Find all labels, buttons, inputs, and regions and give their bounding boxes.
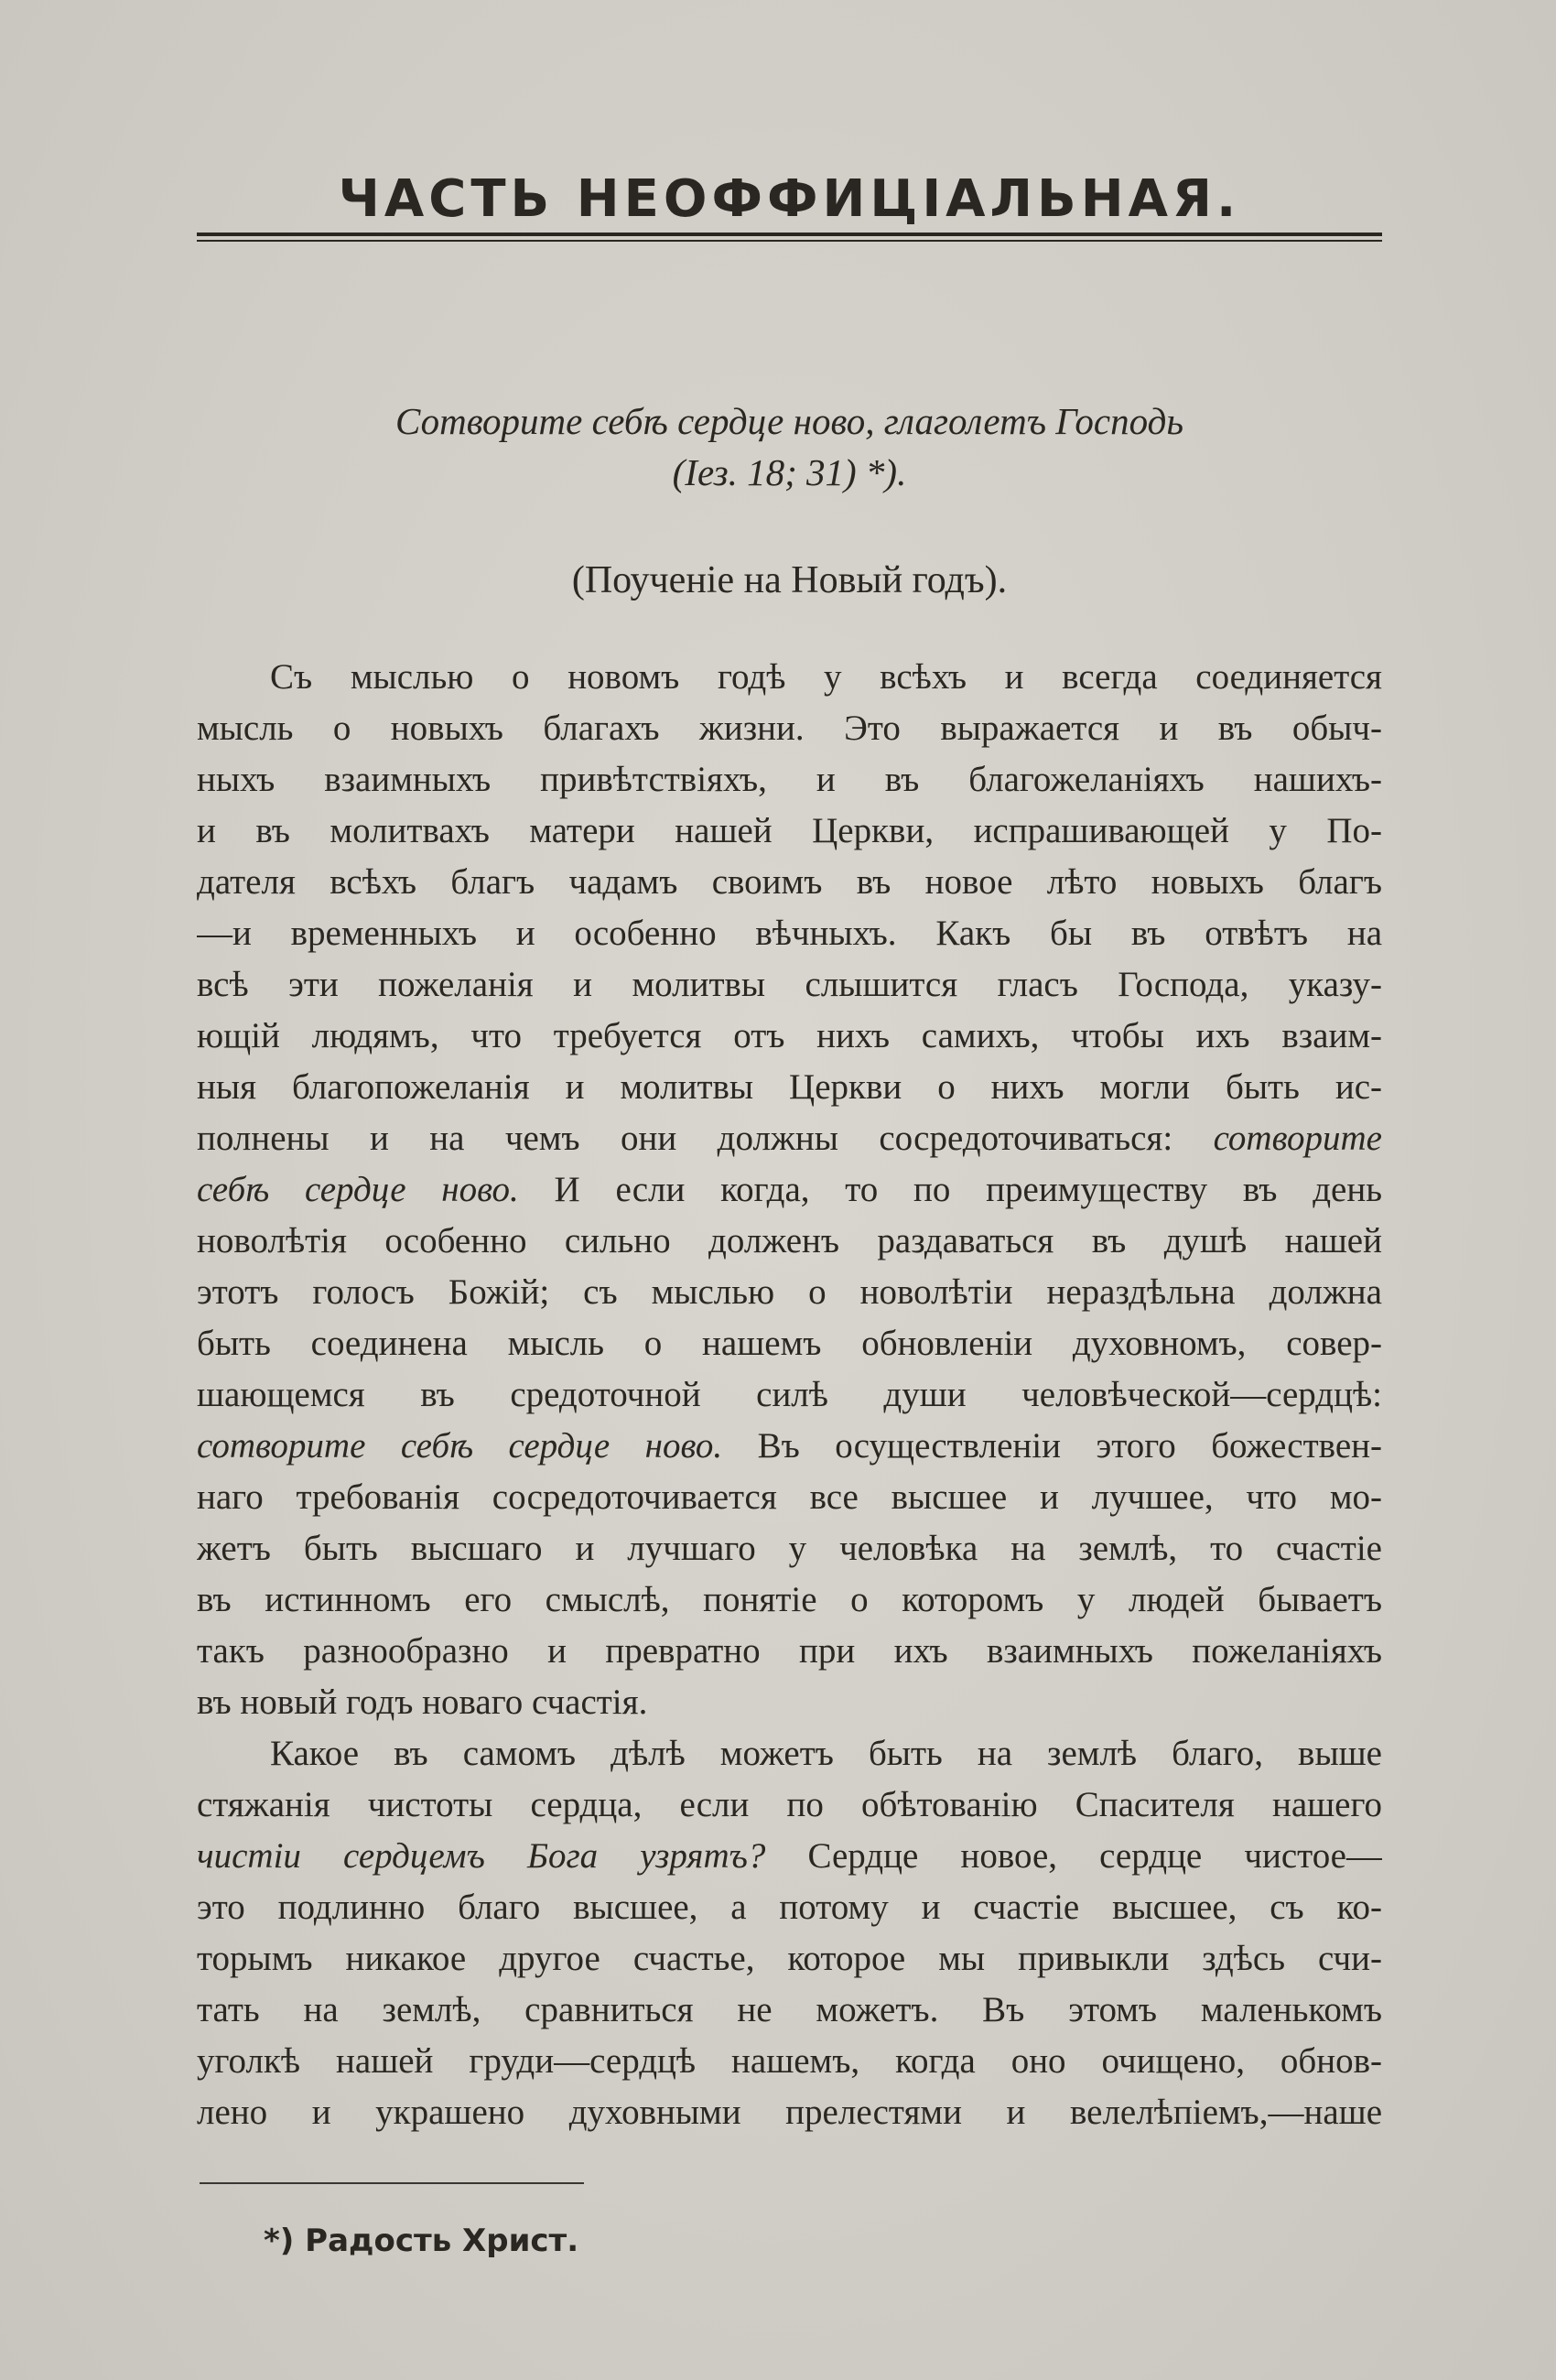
epigraph-line-2: (Iез. 18; 31) *). <box>672 451 907 493</box>
line-text: Съ мыслью о новомъ годѣ у всѣхъ и всегда соединяется <box>270 657 1382 697</box>
line-text: ющій людямъ, что требуется отъ нихъ самихъ, чтобы ихъ взаим- <box>197 1016 1382 1055</box>
text-line <box>197 1421 1382 1472</box>
line-text: шающемся въ средоточной силѣ души человѣческой—сердцѣ: <box>197 1375 1382 1414</box>
epigraph-line-1: Сотворите себѣ сердце ново, глаголетъ Господь <box>395 400 1183 442</box>
footnote: *) Радость Христ. <box>264 2223 579 2259</box>
text-line <box>197 1318 1382 1369</box>
text-line <box>197 1985 1382 2036</box>
line-text: стяжанія чистоты сердца, если по обѣтованію Спасителя нашего <box>197 1785 1382 1824</box>
italic-quote: чистіи сердцемъ Бога узрятъ? <box>197 1836 766 1876</box>
body-text <box>197 652 1382 2138</box>
line-text: полнены и на чемъ они должны сосредоточиваться: <box>197 1119 1173 1158</box>
text-line <box>197 857 1382 908</box>
header-rule-thick <box>197 233 1382 236</box>
line-text: ныя благопожеланія и молитвы Церкви о нихъ могли быть ис- <box>197 1067 1382 1107</box>
line-text: тать на землѣ, сравниться не можетъ. Въ этомъ маленькомъ <box>197 1990 1382 2029</box>
text-line <box>197 2087 1382 2138</box>
text-line <box>197 908 1382 959</box>
section-header <box>197 169 1382 242</box>
line-text: въ новый годъ новаго счастія. <box>197 1682 648 1722</box>
text-line <box>197 1677 1382 1728</box>
line-text: быть соединена мысль о нашемъ обновленіи духовномъ, совер- <box>197 1324 1382 1363</box>
text-line <box>197 1062 1382 1113</box>
text-line <box>197 1780 1382 1831</box>
italic-quote: себѣ сердце ново. <box>197 1170 519 1209</box>
line-text: Сердце новое, сердце чистое— <box>807 1836 1382 1876</box>
line-text: —и временныхъ и особенно вѣчныхъ. Какъ бы въ отвѣтъ на <box>197 914 1382 953</box>
text-line <box>197 1164 1382 1216</box>
text-line <box>197 652 1382 703</box>
line-text: лено и украшено духовными прелестями и велелѣпіемъ,—наше <box>197 2093 1382 2132</box>
line-text: это подлинно благо высшее, а потому и счастіе высшее, съ ко- <box>197 1888 1382 1927</box>
text-line <box>197 1933 1382 1985</box>
footnote-divider <box>200 2182 584 2184</box>
section-title: ЧАСТЬ НЕОФФИЦІАЛЬНАЯ. <box>338 169 1241 229</box>
text-line <box>197 1369 1382 1421</box>
text-line <box>197 1216 1382 1267</box>
sermon-subtitle: (Поученіе на Новый годъ). <box>571 559 1008 601</box>
text-line <box>197 1472 1382 1523</box>
line-text: такъ разнообразно и превратно при ихъ взаимныхъ пожеланіяхъ <box>197 1631 1382 1671</box>
line-text: И если когда, то по преимуществу въ день <box>554 1170 1382 1209</box>
text-line <box>197 1523 1382 1574</box>
text-line <box>197 1728 1382 1780</box>
line-text: ныхъ взаимныхъ привѣтствіяхъ, и въ благожеланіяхъ нашихъ- <box>197 760 1382 799</box>
line-text: Въ осуществленіи этого божествен- <box>757 1426 1382 1466</box>
line-text: этотъ голосъ Божій; съ мыслью о новолѣтіи нераздѣльна должна <box>197 1272 1382 1312</box>
line-text: въ истинномъ его смыслѣ, понятіе о которомъ у людей бываетъ <box>197 1580 1382 1619</box>
italic-quote: сотворите себѣ сердце ново. <box>197 1426 723 1466</box>
text-line <box>197 1011 1382 1062</box>
text-line <box>197 703 1382 754</box>
text-line <box>197 959 1382 1011</box>
italic-quote: сотворите <box>1213 1119 1382 1158</box>
line-text: и въ молитвахъ матери нашей Церкви, испрашивающей у По- <box>197 811 1382 850</box>
text-line <box>197 1113 1382 1164</box>
line-text: дателя всѣхъ благъ чадамъ своимъ въ новое лѣто новыхъ благъ <box>197 862 1382 902</box>
text-line <box>197 1626 1382 1677</box>
text-line <box>197 1831 1382 1882</box>
line-text: торымъ никакое другое счастье, которое мы привыкли здѣсь счи- <box>197 1939 1382 1978</box>
text-line <box>197 1574 1382 1626</box>
text-line <box>197 806 1382 857</box>
line-text: мысль о новыхъ благахъ жизни. Это выражается и въ обыч- <box>197 709 1382 748</box>
text-line <box>197 754 1382 806</box>
epigraph <box>197 395 1382 498</box>
line-text: уголкѣ нашей груди—сердцѣ нашемъ, когда оно очищено, обнов- <box>197 2041 1382 2081</box>
line-text: новолѣтія особенно сильно долженъ раздаваться въ душѣ нашей <box>197 1221 1382 1260</box>
text-line <box>197 1267 1382 1318</box>
header-rule-thin <box>197 240 1382 242</box>
line-text: всѣ эти пожеланія и молитвы слышится гласъ Господа, указу- <box>197 965 1382 1004</box>
line-text: Какое въ самомъ дѣлѣ можетъ быть на землѣ благо, выше <box>270 1734 1382 1773</box>
line-text: наго требованія сосредоточивается все высшее и лучшее, что мо- <box>197 1477 1382 1517</box>
text-line <box>197 2036 1382 2087</box>
text-line <box>197 1882 1382 1933</box>
line-text: жетъ быть высшаго и лучшаго у человѣка на землѣ, то счастіе <box>197 1529 1382 1568</box>
